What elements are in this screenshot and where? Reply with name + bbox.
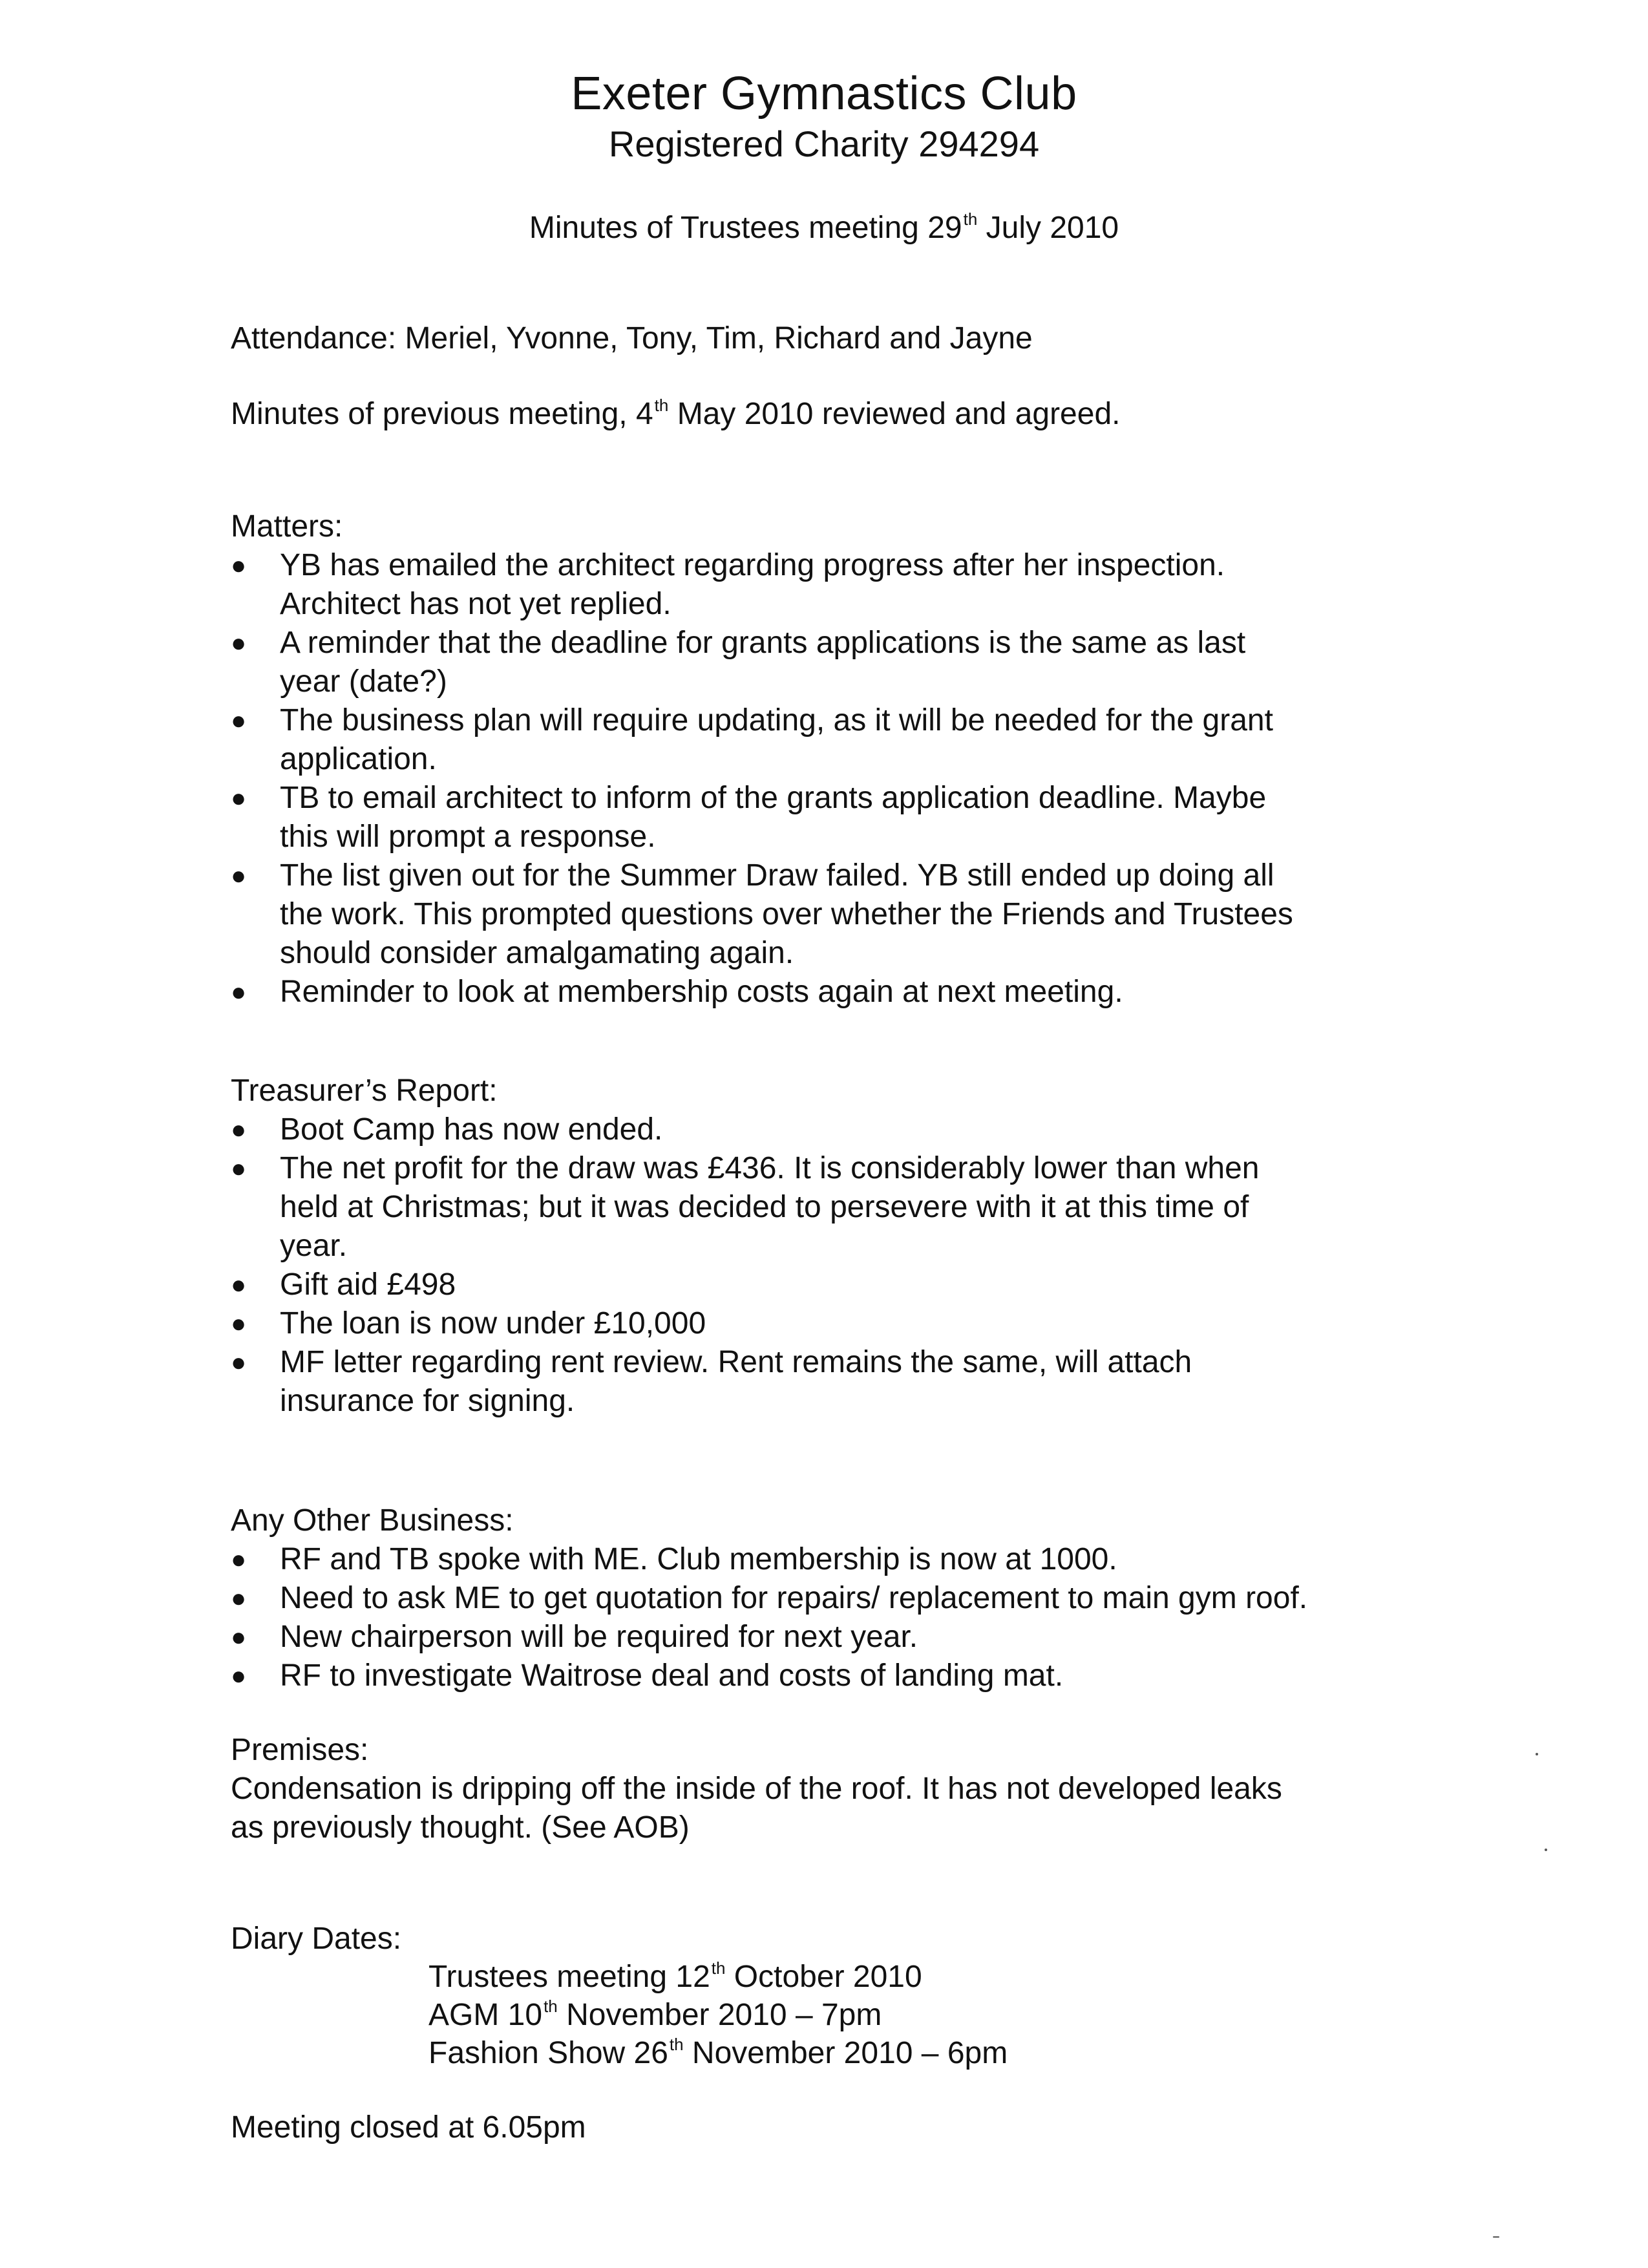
list-item [231,546,1293,624]
bullet-icon: ● [231,862,247,890]
diary-entry-ordinal: th [669,2035,684,2054]
premises-line-2: as previously thought. (See AOB) [231,1810,690,1845]
meeting-closed-line: Meeting closed at 6.05pm [231,2110,586,2145]
previous-minutes-date: May 2010 reviewed and agreed. [668,397,1121,431]
list-item-line: held at Christmas; but it was decided to persevere with it at this time of [280,1190,1249,1224]
list-item-line: insurance for signing. [280,1384,575,1418]
list-item-line: the work. This prompted questions over whether the Friends and Trustees [280,897,1293,931]
list-item [231,1149,1259,1266]
bullet-icon: ● [231,784,247,812]
list-item-line: Need to ask ME to get quotation for repairs/ replacement to main gym roof. [280,1581,1308,1615]
list-item-line: year (date?) [280,664,447,699]
list-item-line: A reminder that the deadline for grants applications is the same as last [280,626,1246,660]
list-item-line: RF and TB spoke with ME. Club membership is now at 1000. [280,1542,1117,1576]
list-item [231,856,1293,973]
list-item-line: this will prompt a response. [280,820,656,854]
list-item-line: Gift aid £498 [280,1267,456,1302]
list-item-line: RF to investigate Waitrose deal and costs of landing mat. [280,1659,1064,1693]
aob-list [231,1540,1307,1695]
meeting-title-date: July 2010 [977,211,1119,245]
list-item-line: The business plan will require updating, as it will be needed for the grant [280,703,1273,737]
list-item-line: YB has emailed the architect regarding progress after her inspection. [280,548,1225,582]
list-item-line: New chairperson will be required for next year. [280,1620,918,1654]
diary-entry-date: November 2010 – 7pm [557,1998,882,2032]
scan-speck [1545,1849,1547,1851]
list-item [231,1657,1307,1695]
bullet-icon: ● [231,1309,247,1338]
meeting-title [0,208,1648,252]
treasurer-heading: Treasurer’s Report: [231,1074,498,1108]
bullet-icon: ● [231,551,247,580]
previous-minutes-line [231,395,1120,438]
list-item [231,779,1293,856]
list-item [231,1579,1307,1618]
list-item [231,1304,1259,1343]
diary-entry-text: Fashion Show 26 [428,2036,668,2070]
list-item-line: application. [280,742,437,776]
bullet-icon: ● [231,978,247,1006]
diary-heading: Diary Dates: [231,1922,402,1956]
list-item [231,1618,1307,1657]
bullet-icon: ● [231,1623,247,1651]
list-item-line: Boot Camp has now ended. [280,1112,663,1147]
previous-minutes-text: Minutes of previous meeting, 4 [231,397,653,431]
list-item [231,1540,1307,1579]
list-item-line: TB to email architect to inform of the grants application deadline. Maybe [280,781,1267,815]
bullet-icon: ● [231,1348,247,1377]
attendance-line: Attendance: Meriel, Yvonne, Tony, Tim, Richard and Jayne [231,321,1033,355]
list-item-line: The net profit for the draw was £436. It is considerably lower than when [280,1151,1260,1185]
diary-entry-ordinal: th [711,1958,726,1978]
list-item [231,1266,1259,1304]
diary-entry [428,2034,1008,2077]
list-item-line: should consider amalgamating again. [280,936,794,970]
treasurer-list [231,1110,1259,1421]
list-item-line: Reminder to look at membership costs again at next meeting. [280,975,1123,1009]
list-item [231,1110,1259,1149]
diary-entry-ordinal: th [544,1997,558,2016]
aob-heading: Any Other Business: [231,1503,514,1538]
previous-minutes-ordinal: th [654,396,669,415]
list-item [231,624,1293,701]
diary-entry [428,1996,882,2039]
matters-list [231,546,1293,1012]
list-item-line: year. [280,1229,348,1263]
diary-entry-text: AGM 10 [428,1998,543,2032]
scan-speck [1536,1753,1538,1755]
bullet-icon: ● [231,1116,247,1144]
bullet-icon: ● [231,1545,247,1574]
bullet-icon: ● [231,706,247,735]
bullet-icon: ● [231,1154,247,1183]
list-item [231,1343,1259,1421]
list-item-line: MF letter regarding rent review. Rent remains the same, will attach [280,1345,1192,1379]
bullet-icon: ● [231,629,247,657]
charity-number: Registered Charity 294294 [608,123,1040,164]
matters-heading: Matters: [231,509,343,544]
bullet-icon: ● [231,1271,247,1299]
premises-heading: Premises: [231,1733,369,1767]
meeting-title-text: Minutes of Trustees meeting 29 [529,211,962,245]
list-item-line: The list given out for the Summer Draw failed. YB still ended up doing all [280,858,1274,893]
diary-entry-text: Trustees meeting 12 [428,1960,710,1994]
premises-line-1: Condensation is dripping off the inside of the roof. It has not developed leaks [231,1772,1282,1806]
club-title: Exeter Gymnastics Club [571,68,1077,120]
scan-speck [1493,2236,1499,2238]
diary-entry-date: October 2010 [725,1960,922,1994]
list-item-line: The loan is now under £10,000 [280,1306,706,1341]
diary-entry-date: November 2010 – 6pm [683,2036,1008,2070]
list-item-line: Architect has not yet replied. [280,587,671,621]
list-item [231,973,1293,1012]
bullet-icon: ● [231,1662,247,1690]
meeting-title-ordinal: th [963,209,978,229]
list-item [231,701,1293,779]
bullet-icon: ● [231,1584,247,1613]
diary-entry [428,1958,922,2000]
